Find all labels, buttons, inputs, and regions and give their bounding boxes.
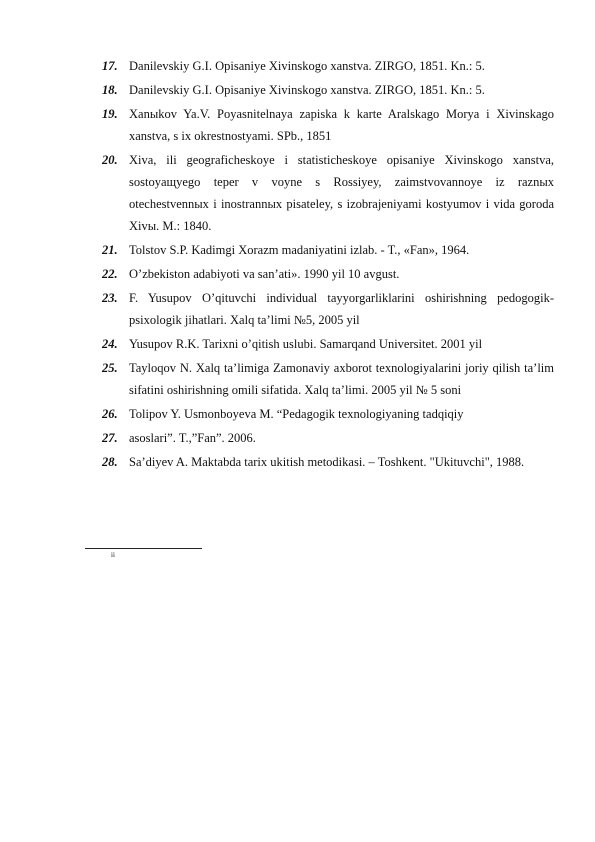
reference-text: asoslari”. T.,”Fan”. 2006. bbox=[129, 431, 256, 445]
reference-number: 18. bbox=[102, 83, 118, 97]
reference-text: Danilevskiy G.I. Opisaniye Xivinskogo xanstva. ZIRGO, 1851. Kn.: 5. bbox=[129, 83, 485, 97]
reference-item-26 bbox=[102, 403, 554, 425]
reference-text: Tolstov S.P. Kadimgi Xorazm madaniyatini izlab. - T., «Fan», 1964. bbox=[129, 243, 470, 257]
reference-text: Danilevskiy G.I. Opisaniye Xivinskogo xanstva. ZIRGO, 1851. Kn.: 5. bbox=[129, 59, 485, 73]
reference-item-25 bbox=[102, 357, 554, 401]
reference-number: 22. bbox=[102, 267, 118, 281]
reference-text: Sa’diyev A. Maktabda tarix ukitish metodikasi. – Toshkent. "Ukituvchi", 1988. bbox=[129, 455, 525, 469]
footnote-divider bbox=[85, 548, 202, 549]
reference-number: 26. bbox=[102, 407, 118, 421]
reference-number: 23. bbox=[102, 291, 118, 305]
reference-number: 17. bbox=[102, 59, 118, 73]
reference-number: 27. bbox=[102, 431, 118, 445]
reference-item-22 bbox=[102, 263, 554, 285]
reference-item-28 bbox=[102, 451, 554, 473]
reference-number: 28. bbox=[102, 455, 118, 469]
reference-number: 24. bbox=[102, 337, 118, 351]
reference-text: Yusupov R.K. Tarixni o’qitish uslubi. Samarqand Universitet. 2001 yil bbox=[129, 337, 483, 351]
reference-text: Tolipov Y. Usmonboyeva M. “Pedagogik texnologiyaning tadqiqiy bbox=[129, 407, 464, 421]
reference-list bbox=[102, 55, 554, 475]
reference-item-19 bbox=[102, 103, 554, 147]
reference-item-17 bbox=[102, 55, 554, 77]
reference-text: Xanыkov Ya.V. Poyasnitelnaya zapiska k karte Aralskago Morya i Xivinskago xanstva, s ix okrestnostyami. SPb., 1851 bbox=[129, 107, 554, 143]
reference-number: 21. bbox=[102, 243, 118, 257]
reference-item-27 bbox=[102, 427, 554, 449]
reference-number: 19. bbox=[102, 107, 118, 121]
reference-text: Tayloqov N. Xalq ta’limiga Zamonaviy axborot texnologiyalarini joriy qilish ta’lim sifatini oshirishning omili sifatida. Xalq ta’limi. 2005 yil № 5 soni bbox=[129, 361, 554, 397]
reference-item-21 bbox=[102, 239, 554, 261]
reference-text: F. Yusupov O’qituvchi individual tayyorgarliklarini oshirishning pedogogik-psixologik jihatlari. Xalq ta’limi №5, 2005 yil bbox=[129, 291, 554, 327]
footnote-mark: ii bbox=[111, 551, 115, 559]
reference-item-24 bbox=[102, 333, 554, 355]
reference-number: 20. bbox=[102, 153, 118, 167]
reference-text: Xiva, ili geograficheskoye i statisticheskoye opisaniye Xivinskogo xanstva, sostoyaщyego teper v voyne s Rossiyey, zaimstvovannoye iz raznыx otechestvennыx i inostrannыx pisateley, s izobrajeniyami kostyumov i vida goroda Xivы. M.: 1840. bbox=[129, 153, 554, 233]
reference-item-20 bbox=[102, 149, 554, 237]
reference-number: 25. bbox=[102, 361, 118, 375]
reference-item-23 bbox=[102, 287, 554, 331]
reference-item-18 bbox=[102, 79, 554, 101]
reference-text: O’zbekiston adabiyoti va san’ati». 1990 yil 10 avgust. bbox=[129, 267, 400, 281]
